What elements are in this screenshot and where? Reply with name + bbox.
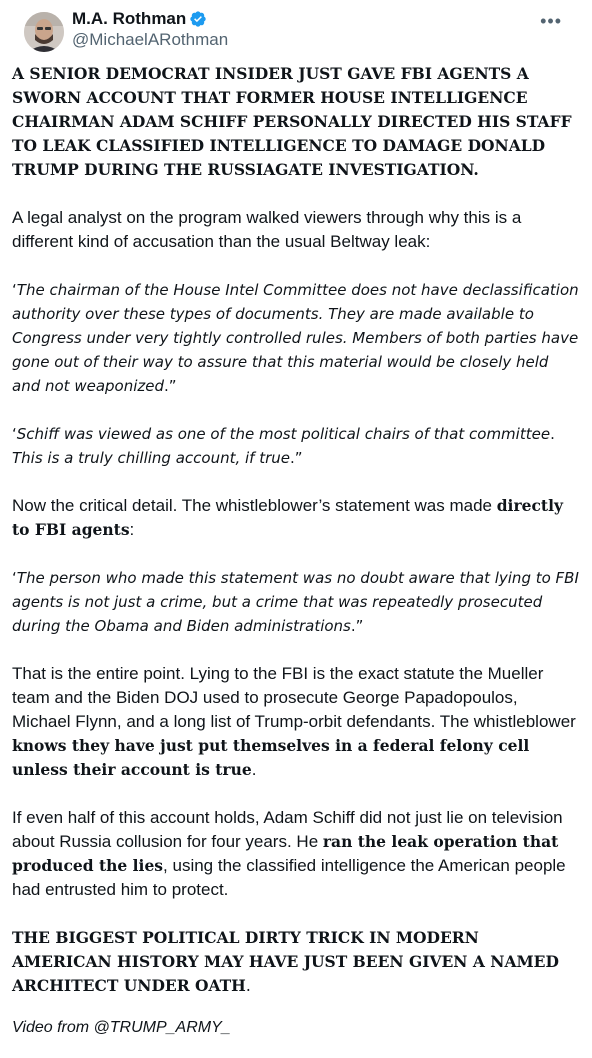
video-credit[interactable]: Video from @TRUMP_ARMY_ xyxy=(12,1019,231,1036)
quote-text-b: This is a truly chilling account, if true xyxy=(12,449,291,467)
quote-text: The chairman of the House Intel Committee does not have declassification authority over these types of documents. They are made available to Congress under very tightly controlled rules. Members of both parties have gone out of their way to assure that this material would be closely held and not weaponized xyxy=(12,281,579,395)
quote-text-a: Schiff was viewed as one of the most political chairs of that committee xyxy=(16,425,551,443)
author-name[interactable]: M.A. Rothman xyxy=(72,9,187,28)
paragraph-analyst: A legal analyst on the program walked viewers through why this is a different kind of accusation than the usual Beltway leak: xyxy=(12,208,522,251)
bold-text: directly to FBI agents xyxy=(12,496,563,539)
bold-text: ran the leak operation that produced the lies xyxy=(12,832,559,875)
avatar-image xyxy=(24,12,64,52)
paragraph-even-half xyxy=(12,806,580,902)
author-name-row[interactable] xyxy=(72,8,228,30)
bold-text: knows they have just put themselves in a federal felony cell unless their account is true xyxy=(12,736,530,779)
quote-mid: . xyxy=(550,425,555,443)
paragraph-entire-point xyxy=(12,662,580,782)
quote-close-mark: .” xyxy=(350,617,364,635)
author-handle[interactable]: @MichaelARothman xyxy=(72,30,229,49)
text-end: . xyxy=(251,760,257,779)
tweet-body xyxy=(12,62,580,1040)
quote-open-mark: ‘ xyxy=(12,569,17,587)
quote-open-mark: ‘ xyxy=(12,281,17,299)
text: That is the entire point. Lying to the FBI is the exact statute the Mueller team and the Biden DOJ used to prosecute George Papadopoulos, Michael Flynn, and a long list of Trump-orbit defendants. The whistleblower xyxy=(12,664,576,731)
paragraph-critical-detail xyxy=(12,494,580,542)
headline: A SENIOR DEMOCRAT INSIDER JUST GAVE FBI AGENTS A SWORN ACCOUNT THAT FORMER HOUSE INTELLIGENCE CHAIRMAN ADAM SCHIFF PERSONALLY DIRECTED HIS STAFF TO LEAK CLASSIFIED INTELLIGENCE TO DAMAGE DONALD TRUMP DURING THE RUSSIAGATE INVESTIGATION. xyxy=(12,64,572,179)
quote-chairman xyxy=(12,278,580,398)
more-options-icon[interactable]: ••• xyxy=(540,11,562,31)
verified-badge-icon xyxy=(189,10,207,28)
quote-close-mark: .” xyxy=(164,377,177,395)
quote-schiff xyxy=(12,422,580,470)
quote-open-mark: ‘ xyxy=(12,425,17,443)
quote-lying xyxy=(12,566,580,638)
quote-text: The person who made this statement was no doubt aware that lying to FBI agents is not just a crime, but a crime that was repeatedly prosecuted during the Obama and Biden administrations xyxy=(12,569,579,635)
text-end: , using the classified intelligence the American people had entrusted him to protect. xyxy=(12,856,566,899)
closing-text: THE BIGGEST POLITICAL DIRTY TRICK IN MODERN AMERICAN HISTORY MAY HAVE JUST BEEN GIVEN A NAMED ARCHITECT UNDER OATH xyxy=(12,928,559,995)
tweet-header xyxy=(12,0,580,62)
quote-close-mark: .” xyxy=(290,449,303,467)
closing-statement xyxy=(12,926,580,998)
closing-end: . xyxy=(245,977,251,995)
text: If even half of this account holds, Adam Schiff did not just lie on television about Russia collusion for four years. He xyxy=(12,808,563,851)
author-block xyxy=(72,8,228,50)
avatar[interactable] xyxy=(24,12,64,52)
text-end: : xyxy=(129,520,135,539)
text: Now the critical detail. The whistleblower’s statement was made xyxy=(12,496,497,515)
